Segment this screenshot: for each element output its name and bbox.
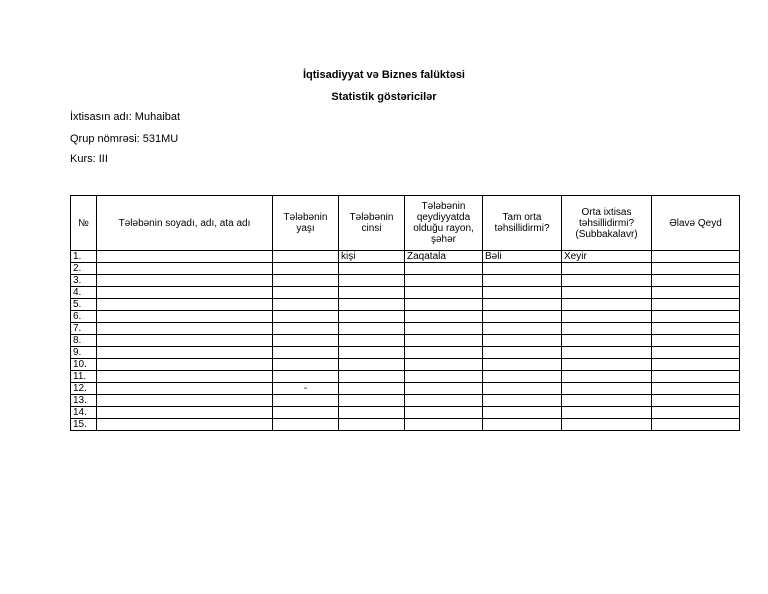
cell-age [273,323,339,335]
cell-complete-secondary [483,395,562,407]
cell-gender [339,359,405,371]
cell-vocational [562,323,652,335]
cell-vocational [562,275,652,287]
cell-age: - [273,383,339,395]
table-row [71,311,740,323]
cell-complete-secondary [483,275,562,287]
cell-complete-secondary [483,299,562,311]
cell-full-name [97,383,273,395]
table-row [71,371,740,383]
cell-region [405,407,483,419]
cell-note [652,299,740,311]
cell-region [405,311,483,323]
cell-number: 13. [71,395,97,407]
table-row [71,263,740,275]
cell-note [652,287,740,299]
cell-note [652,263,740,275]
header-age: Tələbənin yaşı [273,196,339,251]
cell-age [273,251,339,263]
cell-note [652,383,740,395]
cell-full-name [97,287,273,299]
cell-age [273,407,339,419]
cell-gender [339,371,405,383]
cell-region [405,323,483,335]
cell-vocational: Xeyir [562,251,652,263]
header-complete-secondary: Tam orta təhsillidirmi? [483,196,562,251]
cell-full-name [97,407,273,419]
cell-complete-secondary [483,311,562,323]
cell-complete-secondary [483,335,562,347]
cell-vocational [562,311,652,323]
cell-age [273,299,339,311]
cell-number: 1. [71,251,97,263]
cell-age [273,275,339,287]
cell-region [405,371,483,383]
cell-gender [339,419,405,431]
cell-region [405,275,483,287]
cell-age [273,335,339,347]
cell-complete-secondary [483,371,562,383]
cell-number: 3. [71,275,97,287]
cell-full-name [97,323,273,335]
course-line: Kurs: III [70,153,108,165]
cell-age [273,395,339,407]
cell-region [405,395,483,407]
cell-note [652,251,740,263]
cell-full-name [97,263,273,275]
table-row [71,323,740,335]
table-header-row [71,196,740,251]
cell-note [652,311,740,323]
cell-gender [339,395,405,407]
cell-age [273,347,339,359]
cell-gender [339,311,405,323]
cell-gender [339,347,405,359]
cell-number: 12. [71,383,97,395]
cell-vocational [562,263,652,275]
cell-note [652,371,740,383]
cell-number: 15. [71,419,97,431]
cell-complete-secondary [483,383,562,395]
cell-note [652,395,740,407]
header-note: Əlavə Qeyd [652,196,740,251]
group-line: Qrup nömrəsi: 531MU [70,133,179,145]
cell-full-name [97,347,273,359]
cell-age [273,287,339,299]
cell-gender [339,323,405,335]
cell-vocational [562,335,652,347]
cell-gender [339,299,405,311]
cell-region [405,359,483,371]
cell-vocational [562,359,652,371]
document-subtitle: Statistik göstəricilər [331,91,437,103]
cell-vocational [562,383,652,395]
cell-number: 9. [71,347,97,359]
table-row [71,335,740,347]
cell-region [405,335,483,347]
cell-vocational [562,347,652,359]
cell-note [652,323,740,335]
cell-full-name [97,371,273,383]
cell-complete-secondary [483,347,562,359]
cell-age [273,419,339,431]
cell-full-name [97,359,273,371]
cell-full-name [97,299,273,311]
cell-number: 14. [71,407,97,419]
cell-note [652,359,740,371]
cell-number: 2. [71,263,97,275]
cell-full-name [97,335,273,347]
cell-gender [339,275,405,287]
cell-gender [339,383,405,395]
header-vocational: Orta ixtisas təhsillidirmi? (Subbakalavr) [562,196,652,251]
cell-full-name [97,419,273,431]
cell-complete-secondary [483,323,562,335]
table-row [71,275,740,287]
specialty-line: İxtisasın adı: Muhaibat [70,111,181,123]
cell-complete-secondary [483,263,562,275]
cell-number: 4. [71,287,97,299]
cell-number: 6. [71,311,97,323]
cell-age [273,371,339,383]
cell-gender: kişi [339,251,405,263]
table-row [71,407,740,419]
cell-vocational [562,407,652,419]
cell-number: 5. [71,299,97,311]
cell-full-name [97,275,273,287]
cell-age [273,311,339,323]
student-statistics-table [70,195,740,431]
cell-note [652,347,740,359]
cell-vocational [562,395,652,407]
cell-gender [339,263,405,275]
cell-region [405,263,483,275]
cell-complete-secondary [483,287,562,299]
cell-region [405,299,483,311]
table-row [71,299,740,311]
cell-note [652,407,740,419]
cell-complete-secondary [483,359,562,371]
cell-age [273,263,339,275]
cell-full-name [97,395,273,407]
cell-complete-secondary [483,407,562,419]
cell-number: 10. [71,359,97,371]
cell-region [405,383,483,395]
cell-complete-secondary [483,419,562,431]
table-row [71,419,740,431]
table-row [71,347,740,359]
cell-number: 8. [71,335,97,347]
table-row [71,287,740,299]
table-row [71,251,740,263]
cell-full-name [97,251,273,263]
cell-vocational [562,287,652,299]
cell-region [405,419,483,431]
table-row [71,395,740,407]
cell-gender [339,287,405,299]
cell-vocational [562,299,652,311]
cell-region [405,347,483,359]
table-row [71,383,740,395]
cell-gender [339,407,405,419]
header-full-name: Tələbənin soyadı, adı, ata adı [97,196,273,251]
cell-vocational [562,419,652,431]
cell-gender [339,335,405,347]
cell-note [652,275,740,287]
cell-note [652,335,740,347]
cell-region: Zaqatala [405,251,483,263]
header-region: Tələbənin qeydiyyatda olduğu rayon, şəhər [405,196,483,251]
cell-note [652,419,740,431]
cell-region [405,287,483,299]
cell-complete-secondary: Bəli [483,251,562,263]
cell-age [273,359,339,371]
header-number: № [71,196,97,251]
document-title: İqtisadiyyat və Biznes falüktəsi [302,69,465,81]
cell-number: 11. [71,371,97,383]
cell-full-name [97,311,273,323]
cell-number: 7. [71,323,97,335]
header-gender: Tələbənin cinsi [339,196,405,251]
table-row [71,359,740,371]
cell-vocational [562,371,652,383]
